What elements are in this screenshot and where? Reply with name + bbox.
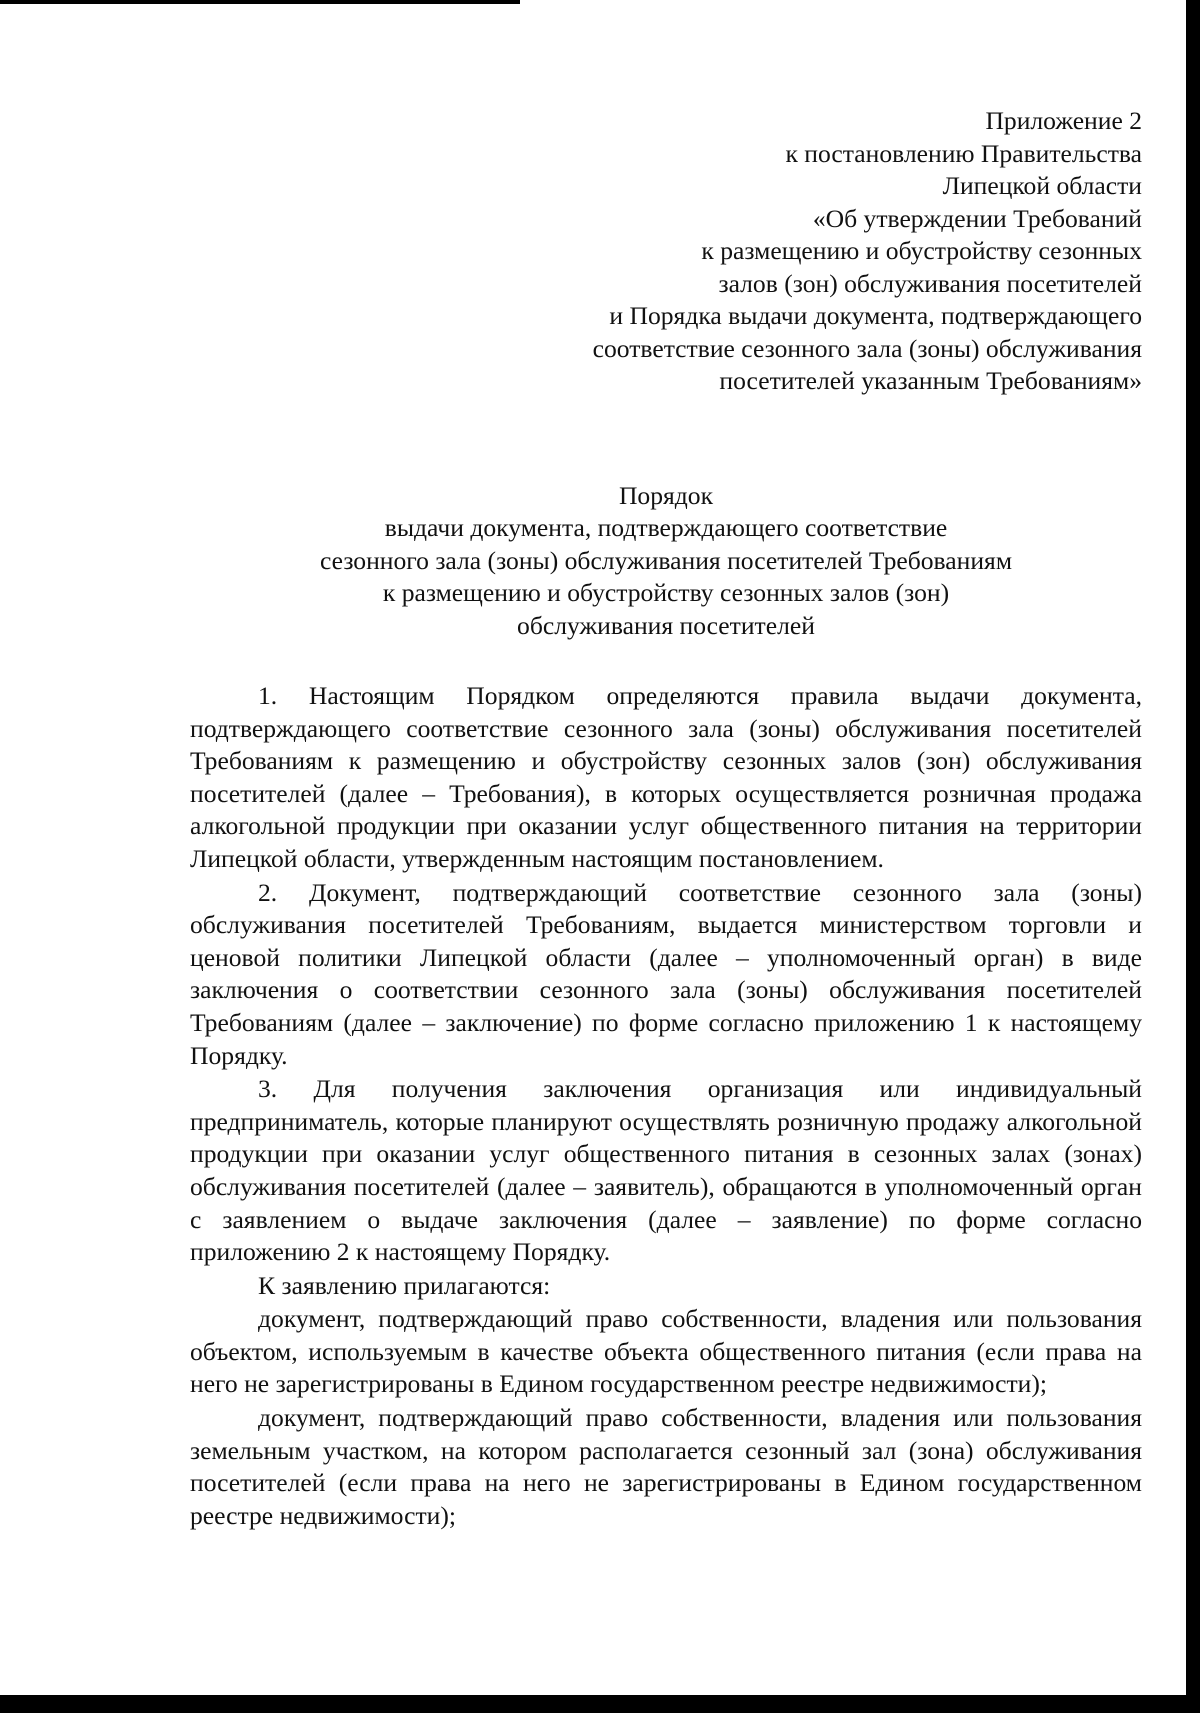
appendix-line: залов (зон) обслуживания посетителей xyxy=(718,268,1142,298)
appendix-line: «Об утверждении Требований xyxy=(812,203,1142,233)
paragraph-2: 2. Документ, подтверждающий соответствие сезонного зала (зоны) обслуживания посетителей Требованиям, выдается министерством торговли и ценовой политики Липецкой области (далее – уполномоченный орган) в виде заключения о соответствии сезонного зала (зоны) обслуживания посетителей Требованиям (далее – заключение) по форме согласно приложению 1 к настоящему Порядку. xyxy=(190,877,1142,1070)
title-line: к размещению и обустройству сезонных залов (зон) xyxy=(382,578,950,607)
paragraph-attachment-2: документ, подтверждающий право собственности, владения или пользования земельным участком, на котором располагается сезонный зал (зона) обслуживания посетителей (если права на него не зарегистрированы в Едином государственном реестре недвижимости); xyxy=(190,1403,1142,1530)
appendix-line: Приложение 2 xyxy=(985,106,1142,135)
paragraph-attachment-1: документ, подтверждающий право собственности, владения или пользования объектом, используемым в качестве объекта общественного питания (если права на него не зарегистрированы в Едином государственном реестре недвижимости); xyxy=(190,1304,1142,1399)
appendix-line: и Порядка выдачи документа, подтверждающего xyxy=(609,301,1142,330)
appendix-line: к размещению и обустройству сезонных xyxy=(701,236,1142,265)
appendix-line: посетителей указанным Требованиям» xyxy=(719,366,1142,395)
scan-edge-top xyxy=(0,0,520,4)
paragraph-3: 3. Для получения заключения организация или индивидуальный предприниматель, которые планируют осуществлять розничную продажу алкогольной продукции при оказании услуг общественного питания в сезонных залах (зонах) обслуживания посетителей (далее – заявитель), обращаются в уполномоченный орган с заявлением о выдаче заключения (далее – заявление) по форме согласно приложению 2 к настоящему Порядку. xyxy=(190,1074,1142,1267)
document-body xyxy=(190,680,1142,1532)
scan-edge-right xyxy=(1186,0,1200,1713)
appendix-header xyxy=(190,105,1142,398)
title-line: сезонного зала (зоны) обслуживания посетителей Требованиям xyxy=(319,545,1013,575)
appendix-line: соответствие сезонного зала (зоны) обслуживания xyxy=(592,333,1142,363)
appendix-line: к постановлению Правительства xyxy=(785,138,1142,168)
paragraph-1: 1. Настоящим Порядком определяются правила выдачи документа, подтверждающего соответствие сезонного зала (зоны) обслуживания посетителей Требованиям к размещению и обустройству сезонных залов (зон) обслуживания посетителей (далее – Требования), в которых осуществляется розничная продажа алкогольной продукции при оказании услуг общественного питания на территории Липецкой области, утвержденным настоящим постановлением. xyxy=(190,681,1142,873)
document-title xyxy=(190,480,1142,643)
appendix-line: Липецкой области xyxy=(942,171,1142,200)
title-line: выдачи документа, подтверждающего соответствие xyxy=(384,513,948,542)
title-line: обслуживания посетителей xyxy=(517,610,815,640)
title-line: Порядок xyxy=(618,480,714,510)
document-page xyxy=(190,105,1142,1533)
paragraph-attachments-intro: К заявлению прилагаются: xyxy=(258,1270,551,1300)
scan-edge-bottom xyxy=(0,1695,1200,1713)
